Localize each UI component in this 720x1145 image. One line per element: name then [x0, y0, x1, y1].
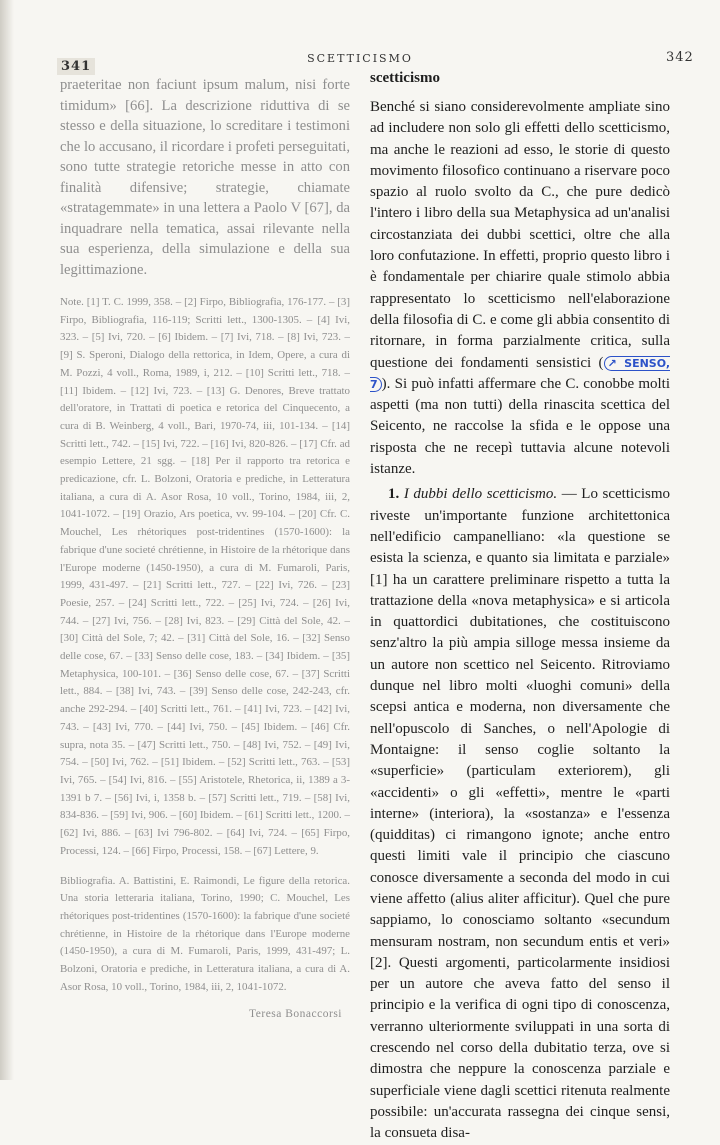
- section-1-text: — Lo scetticismo riveste un'importante funzione architettonica nell'edificio campanelliano: «la questione se esista la scienza, e quanto sia limitata e parziale» [1] ha un carattere preliminare rispetto a tutta la trattazione della «nova metaphysica» e si articola in quattordici dubitationes, che costituiscono senz'altro la più ampia silloge messa insieme da un autore non scettico nel Seicento. Ritroviamo dunque nel libro molti «luoghi comuni» della scepsi antica e moderna, non diversamente che nell'opuscolo di Sanches, o nell'Apologie di Montaigne: il senso coglie soltanto la «superficie» (particulam exteriorem), gli «accidenti» o gli «effetti», mentre le «parti interne» (interiora), la «sostanza» e l'essenza (quidditas) ci rimangono ignote; anche entro questi limiti vale il principio che ciascuno conosce diversamente a seconda del modo in cui viene affetto (alius aliter afficitur). Quel che pure sappiamo, lo conosciamo soltanto «secundum mensuram nostram, non secundum entis et veri» [2]. Questi argomenti, particolarmente insidiosi per un autore che aveva fatto del senso il principio e la verifica di ogni tipo di conoscenza, verranno ulteriormente sviluppati in una sorta di crescendo nel corso della dubitatio terza, ove si dimostra che neppure la conoscenza parziale e superficiale viene dagli scettici ritenuta realmente possibile: un'accurata rassegna dei cinque sensi, la consueta disa-: [370, 486, 671, 1142]
- cross-reference-handnote: ↗ SENSO, 7: [370, 356, 670, 391]
- section-1-paragraph: [370, 484, 670, 1144]
- right-column: [370, 70, 670, 1145]
- left-body-text: praeteritae non faciunt ipsum malum, nisi forte timidum» [66]. La descrizione riduttiva di se stesso e della situazione, lo screditare i testimoni che lo accusano, il ricordare i profeti perseguitati, sono tutte strategie retoriche messe in atto con finalità difensive; strategie, chiamate «stratagemmate» in una lettera a Paolo V [67], da inquadrare nella tematica, assai rilevante nella sua esperienza, della simulazione e della sua legittimazione.: [60, 77, 350, 278]
- footnotes: Note. [1] T. C. 1999, 358. – [2] Firpo, Bibliografia, 176-177. – [3] Firpo, Bibliografia, 116-119; Scritti lett., 1300-1305. – [4] Ivi, 323. – [5] Ivi, 720. – [6] Ibidem. – [7] Ivi, 718. – [8] Ivi, 723. – [9] S. Speroni, Dialogo della rettorica, in Idem, Opere, a cura di M. Pozzi, 4 voll., Roma, 1989, i, 212. – [10] Scritti lett., 718. – [11] Ibidem. – [12] Ivi, 723. – [13] G. Denores, Breve trattato dell'oratore, in Trattati di poetica e retorica del Cinquecento, a cura di B. Weinberg, 4 voll., Bari, 1970-74, iii, 101-134. – [14] Scritti lett., 742. – [15] Ivi, 722. – [16] Ivi, 820-826. – [17] Cfr. ad esempio Lettere, 21 sgg. – [18] Per il rapporto tra retorica e predicazione, cfr. L. Bolzoni, Oratoria e prediche, in Letteratura italiana, a cura di A. Asor Rosa, 10 voll., Torino, 1984, iii, 2, 1041-1072. – [19] Orazio, Ars poetica, vv. 99-104. – [20] Cfr. C. Mouchel, Les rhétoriques post-tridentines (1570-1600): la fabrique d'une societé chrétienne, in Histoire de la rhétorique dans l'Europe moderne (1450-1950), a cura di M. Fumaroli, Paris, 1999, 431-497. – [21] Scritti lett., 727. – [22] Ivi, 726. – [23] Poesie, 257. – [24] Scritti lett., 722. – [25] Ivi, 724. – [26] Ivi, 744. – [27] Ivi, 756. – [28] Ivi, 823. – [29] Città del Sole, 42. – [30] Città del Sole, 7; 42. – [31] Città del Sole, 16. – [32] Senso delle cose, 67. – [33] Senso delle cose, 183. – [34] Ibidem. – [35] Metaphysica, 100-101. – [36] Senso delle cose, 67. – [37] Scritti lett., 884. – [38] Ivi, 743. – [39] Senso delle cose, 242-243, cfr. anche 292-294. – [40] Scritti lett., 761. – [41] Ivi, 723. – [42] Ivi, 743. – [43] Ivi, 770. – [44] Ivi, 750. – [45] Ibidem. – [46] Cfr. supra, nota 35. – [47] Scritti lett., 750. – [48] Ivi, 752. – [49] Ivi, 754. – [50] Ivi, 762. – [51] Ibidem. – [52] Scritti lett., 763. – [53] Ivi, 765. – [54] Ivi, 816. – [55] Aristotele, Rhetorica, ii, 1389 a 3-1391 b 7. – [56] Ivi, i, 1358 b. – [57] Scritti lett., 719. – [58] Ivi, 834-836. – [59] Ivi, 906. – [60] Ibidem. – [61] Scritti lett., 1200. – [62] Ivi, 886. – [63] Ivi 796-802. – [64] Ivi, 724. – [65] Firpo, Processi, 124. – [66] Firpo, Processi, 158. – [67] Lettere, 9.: [60, 296, 350, 857]
- left-column: [60, 75, 350, 1020]
- running-head: SCETTICISMO: [307, 52, 413, 65]
- intro-paragraph: [370, 97, 670, 480]
- section-title: I dubbi dello scetticismo.: [403, 486, 558, 503]
- book-gutter-shadow: [0, 0, 14, 1080]
- section-number: 1.: [388, 486, 400, 503]
- intro-text-a: Benché si siano considerevolmente ampliate sino ad includere non solo gli effetti dello scetticismo, ma anche le reazioni ad esso, le storie di questo movimento filosofico continuano a riservare poco spazio al ruolo svolto da C., che pure dedicò l'intero i libro della sua Metaphysica ad un'analisi circostanziata dei dubbi scettici, oltre che alla loro confutazione. In effetti, proprio questo libro i è fondamentale per chiarire quale stimolo abbia rappresentato lo scetticismo nell'elaborazione della filosofia di C. e come gli abbia consentito di ritornare, in forma parzialmente critica, sulla questione dei fondamenti sensistici (: [370, 99, 670, 371]
- bibliography: Bibliografia. A. Battistini, E. Raimondi, Le figure della retorica. Una storia letteraria italiana, Torino, 1990; C. Mouchel, Les rhétoriques post-tridentines (1570-1600): la fabrique d'une societé chrétienne, in Histoire de la rhétorique dans l'Europe moderne (1450-1950), a cura di M. Fumaroli, Paris, 1999, 431-497; L. Bolzoni, Oratoria e prediche, in Letteratura italiana, a cura di A. Asor Rosa, 10 voll., Torino, 1984, iii, 2, 1041-1072.: [60, 874, 350, 993]
- right-page-number: 342: [666, 50, 694, 65]
- author-signature: Teresa Bonaccorsi: [249, 1008, 342, 1021]
- left-page-number: 341: [57, 58, 95, 75]
- entry-title: scetticismo: [370, 70, 440, 86]
- intro-text-b: ). Si può infatti affermare che C. conobbe molti aspetti (ma non tutti) della rinascita scettica del Seicento, ne raccolse la sfida e le oppose una risposta che ne recepì tuttavia alcune notevoli istanze.: [370, 375, 670, 478]
